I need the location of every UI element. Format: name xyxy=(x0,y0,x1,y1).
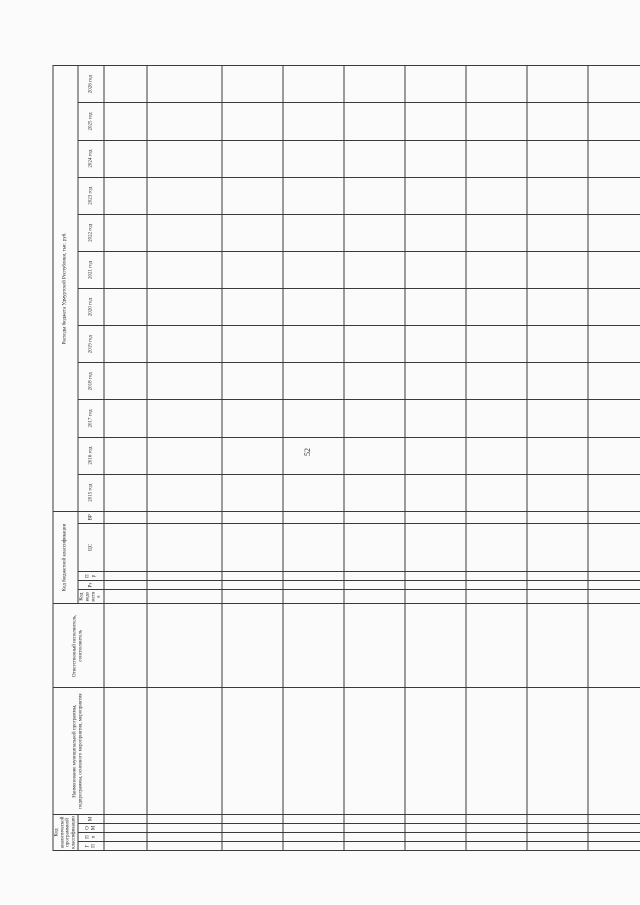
expense-cell xyxy=(466,400,527,437)
code-ved-cell xyxy=(147,590,222,604)
code-gp-cell xyxy=(147,841,222,850)
code-m-cell xyxy=(466,814,527,823)
executor-cell xyxy=(283,604,344,688)
expense-cell xyxy=(466,251,527,288)
expense-cell xyxy=(466,474,527,511)
code-pr-cell xyxy=(466,572,527,581)
code-m-cell xyxy=(344,814,405,823)
expense-cell xyxy=(527,363,588,400)
header-sub-gp: ГП xyxy=(78,841,103,850)
expense-cell xyxy=(147,177,222,214)
code-gp-cell xyxy=(222,841,283,850)
executor-cell xyxy=(147,604,222,688)
code-m-cell xyxy=(405,814,466,823)
expense-cell xyxy=(405,66,466,103)
code-pp-cell xyxy=(344,832,405,841)
code-ved-cell xyxy=(466,590,527,604)
expense-cell xyxy=(527,400,588,437)
table-row xyxy=(527,66,588,851)
executor-cell xyxy=(588,604,640,688)
expense-cell xyxy=(527,177,588,214)
code-gp-cell xyxy=(104,841,147,850)
table-row xyxy=(405,66,466,851)
code-cs-cell xyxy=(405,523,466,571)
expense-cell xyxy=(283,326,344,363)
expense-cell xyxy=(466,437,527,474)
header-year-2016: 2016 год xyxy=(78,437,103,474)
header-sub-vr: ВР xyxy=(78,511,103,523)
program-name-cell xyxy=(588,688,640,814)
expense-cell xyxy=(527,140,588,177)
expense-cell xyxy=(588,289,640,326)
code-rz-cell xyxy=(104,581,147,590)
header-code-group: Код аналитической программной классификации xyxy=(53,814,78,850)
code-pp-cell xyxy=(104,832,147,841)
expense-cell xyxy=(405,214,466,251)
code-om-cell xyxy=(147,823,222,832)
code-vr-cell xyxy=(147,511,222,523)
expense-cell xyxy=(588,140,640,177)
table-row xyxy=(588,66,640,851)
code-cs-cell xyxy=(466,523,527,571)
code-vr-cell xyxy=(466,511,527,523)
expense-cell xyxy=(527,326,588,363)
code-ved-cell xyxy=(527,590,588,604)
expense-cell xyxy=(405,251,466,288)
expense-cell xyxy=(104,474,147,511)
code-cs-cell xyxy=(147,523,222,571)
expense-cell xyxy=(466,140,527,177)
code-vr-cell xyxy=(104,511,147,523)
expense-cell xyxy=(344,214,405,251)
executor-cell xyxy=(104,604,147,688)
header-sub-m: М xyxy=(78,814,103,823)
header-expenses-group: Расходы бюджета Удмуртской Республики, тыс. руб. xyxy=(53,66,78,512)
expense-cell xyxy=(283,400,344,437)
expense-cell xyxy=(283,214,344,251)
code-cs-cell xyxy=(104,523,147,571)
expense-cell xyxy=(588,437,640,474)
code-rz-cell xyxy=(527,581,588,590)
code-pp-cell xyxy=(527,832,588,841)
expense-cell xyxy=(283,103,344,140)
header-year-2015: 2015 год xyxy=(78,474,103,511)
table-row xyxy=(466,66,527,851)
code-pr-cell xyxy=(588,572,640,581)
expense-cell xyxy=(147,400,222,437)
code-cs-cell xyxy=(344,523,405,571)
code-vr-cell xyxy=(222,511,283,523)
program-name-cell xyxy=(222,688,283,814)
expense-cell xyxy=(104,214,147,251)
code-rz-cell xyxy=(588,581,640,590)
code-vr-cell xyxy=(283,511,344,523)
expense-cell xyxy=(104,251,147,288)
expense-cell xyxy=(104,363,147,400)
expense-cell xyxy=(147,103,222,140)
executor-cell xyxy=(222,604,283,688)
expense-cell xyxy=(147,437,222,474)
executor-cell xyxy=(405,604,466,688)
header-program-name: Наименование муниципальной программы, подпрограммы, основного мероприятия, мероприятия xyxy=(53,688,104,814)
expense-cell xyxy=(405,437,466,474)
expense-cell xyxy=(588,474,640,511)
code-pr-cell xyxy=(104,572,147,581)
expense-cell xyxy=(147,140,222,177)
expense-cell xyxy=(344,177,405,214)
table-body xyxy=(104,66,640,851)
header-year-2019: 2019 год xyxy=(78,326,103,363)
header-sub-cs: ЦС xyxy=(78,523,103,571)
code-cs-cell xyxy=(588,523,640,571)
code-m-cell xyxy=(147,814,222,823)
table-row xyxy=(283,66,344,851)
expense-cell xyxy=(344,437,405,474)
code-rz-cell xyxy=(147,581,222,590)
expense-cell xyxy=(283,437,344,474)
expense-cell xyxy=(222,177,283,214)
code-m-cell xyxy=(104,814,147,823)
code-pp-cell xyxy=(147,832,222,841)
expense-cell xyxy=(222,66,283,103)
expense-cell xyxy=(405,400,466,437)
header-executor: Ответственный исполнитель, соисполнитель xyxy=(53,604,104,688)
expense-cell xyxy=(104,400,147,437)
code-vr-cell xyxy=(527,511,588,523)
expense-cell xyxy=(405,103,466,140)
code-ved-cell xyxy=(588,590,640,604)
expense-cell xyxy=(344,103,405,140)
expense-cell xyxy=(527,66,588,103)
code-pp-cell xyxy=(588,832,640,841)
header-year-2022: 2022 год xyxy=(78,214,103,251)
code-om-cell xyxy=(283,823,344,832)
expense-cell xyxy=(527,289,588,326)
code-m-cell xyxy=(222,814,283,823)
code-pr-cell xyxy=(222,572,283,581)
expense-cell xyxy=(222,474,283,511)
expense-cell xyxy=(588,177,640,214)
header-year-2017: 2017 год xyxy=(78,400,103,437)
code-m-cell xyxy=(527,814,588,823)
code-gp-cell xyxy=(466,841,527,850)
expense-cell xyxy=(527,437,588,474)
code-cs-cell xyxy=(283,523,344,571)
code-cs-cell xyxy=(222,523,283,571)
expense-cell xyxy=(283,177,344,214)
code-om-cell xyxy=(344,823,405,832)
header-sub-om: ОМ xyxy=(78,823,103,832)
expense-cell xyxy=(588,363,640,400)
expense-cell xyxy=(222,103,283,140)
header-sub-rz: Рз xyxy=(78,581,103,590)
code-rz-cell xyxy=(344,581,405,590)
expense-cell xyxy=(344,326,405,363)
program-name-cell xyxy=(147,688,222,814)
expense-cell xyxy=(527,103,588,140)
code-om-cell xyxy=(588,823,640,832)
expense-cell xyxy=(147,251,222,288)
header-row-1 xyxy=(53,66,78,851)
expense-cell xyxy=(344,289,405,326)
executor-cell xyxy=(466,604,527,688)
code-pp-cell xyxy=(222,832,283,841)
code-gp-cell xyxy=(527,841,588,850)
expense-cell xyxy=(344,400,405,437)
header-year-2018: 2018 год xyxy=(78,363,103,400)
expense-cell xyxy=(466,326,527,363)
expense-cell xyxy=(405,363,466,400)
expense-cell xyxy=(283,474,344,511)
header-sub-pr: Пр xyxy=(78,572,103,581)
expense-cell xyxy=(283,251,344,288)
code-gp-cell xyxy=(344,841,405,850)
header-year-2026: 2026 год xyxy=(78,66,103,103)
expense-cell xyxy=(527,214,588,251)
code-vr-cell xyxy=(344,511,405,523)
expense-cell xyxy=(104,437,147,474)
code-rz-cell xyxy=(283,581,344,590)
expense-cell xyxy=(147,214,222,251)
code-pp-cell xyxy=(405,832,466,841)
code-gp-cell xyxy=(283,841,344,850)
header-year-2021: 2021 год xyxy=(78,251,103,288)
code-ved-cell xyxy=(104,590,147,604)
expense-cell xyxy=(527,474,588,511)
expense-cell xyxy=(344,474,405,511)
header-budget-code-group: Код бюджетной классификации xyxy=(53,511,78,603)
table-row xyxy=(104,66,147,851)
expense-cell xyxy=(466,66,527,103)
program-name-cell xyxy=(527,688,588,814)
header-sub-ved: Код ведомства xyxy=(78,590,103,604)
expense-cell xyxy=(466,363,527,400)
expense-cell xyxy=(222,289,283,326)
expense-cell xyxy=(588,400,640,437)
expense-cell xyxy=(147,326,222,363)
expense-cell xyxy=(405,289,466,326)
code-pp-cell xyxy=(283,832,344,841)
expense-cell xyxy=(104,289,147,326)
code-pp-cell xyxy=(466,832,527,841)
code-ved-cell xyxy=(344,590,405,604)
table-row xyxy=(222,66,283,851)
expense-cell xyxy=(104,140,147,177)
code-rz-cell xyxy=(405,581,466,590)
expense-cell xyxy=(104,66,147,103)
budget-table xyxy=(53,65,640,851)
code-om-cell xyxy=(466,823,527,832)
expense-cell xyxy=(405,177,466,214)
expense-cell xyxy=(466,103,527,140)
expense-cell xyxy=(466,177,527,214)
expense-cell xyxy=(405,326,466,363)
program-name-cell xyxy=(344,688,405,814)
expense-cell xyxy=(344,251,405,288)
expense-cell xyxy=(147,363,222,400)
table-row xyxy=(344,66,405,851)
expense-cell xyxy=(344,363,405,400)
code-rz-cell xyxy=(466,581,527,590)
expense-cell xyxy=(222,214,283,251)
program-name-cell xyxy=(466,688,527,814)
expense-cell xyxy=(283,140,344,177)
code-om-cell xyxy=(405,823,466,832)
expense-cell xyxy=(222,400,283,437)
header-sub-pp: Пп xyxy=(78,832,103,841)
code-pr-cell xyxy=(527,572,588,581)
program-name-cell xyxy=(405,688,466,814)
header-year-2025: 2025 год xyxy=(78,103,103,140)
header-year-2023: 2023 год xyxy=(78,177,103,214)
program-name-cell xyxy=(283,688,344,814)
expense-cell xyxy=(222,326,283,363)
expense-cell xyxy=(222,363,283,400)
expense-cell xyxy=(466,289,527,326)
expense-cell xyxy=(405,474,466,511)
expense-cell xyxy=(222,437,283,474)
code-om-cell xyxy=(222,823,283,832)
expense-cell xyxy=(344,140,405,177)
expense-cell xyxy=(283,66,344,103)
code-vr-cell xyxy=(405,511,466,523)
header-year-2024: 2024 год xyxy=(78,140,103,177)
expense-cell xyxy=(466,214,527,251)
expense-cell xyxy=(222,140,283,177)
expense-cell xyxy=(344,66,405,103)
code-m-cell xyxy=(283,814,344,823)
expense-cell xyxy=(147,66,222,103)
expense-cell xyxy=(104,326,147,363)
code-vr-cell xyxy=(588,511,640,523)
code-om-cell xyxy=(527,823,588,832)
expense-cell xyxy=(147,289,222,326)
header-year-2020: 2020 год xyxy=(78,289,103,326)
expense-cell xyxy=(588,214,640,251)
code-pr-cell xyxy=(405,572,466,581)
expense-cell xyxy=(588,326,640,363)
code-cs-cell xyxy=(527,523,588,571)
table-row xyxy=(147,66,222,851)
program-name-cell xyxy=(104,688,147,814)
expense-cell xyxy=(283,363,344,400)
code-ved-cell xyxy=(283,590,344,604)
expense-cell xyxy=(588,103,640,140)
code-rz-cell xyxy=(222,581,283,590)
page-number: 52 xyxy=(302,448,312,456)
code-pr-cell xyxy=(344,572,405,581)
expense-cell xyxy=(283,289,344,326)
expense-cell xyxy=(405,140,466,177)
code-gp-cell xyxy=(405,841,466,850)
code-gp-cell xyxy=(588,841,640,850)
code-om-cell xyxy=(104,823,147,832)
code-pr-cell xyxy=(283,572,344,581)
rotated-table-wrapper xyxy=(53,65,588,851)
executor-cell xyxy=(344,604,405,688)
expense-cell xyxy=(588,66,640,103)
code-pr-cell xyxy=(147,572,222,581)
code-m-cell xyxy=(588,814,640,823)
expense-cell xyxy=(527,251,588,288)
executor-cell xyxy=(527,604,588,688)
expense-cell xyxy=(104,177,147,214)
code-ved-cell xyxy=(222,590,283,604)
expense-cell xyxy=(588,251,640,288)
expense-cell xyxy=(147,474,222,511)
code-ved-cell xyxy=(405,590,466,604)
expense-cell xyxy=(222,251,283,288)
expense-cell xyxy=(104,103,147,140)
